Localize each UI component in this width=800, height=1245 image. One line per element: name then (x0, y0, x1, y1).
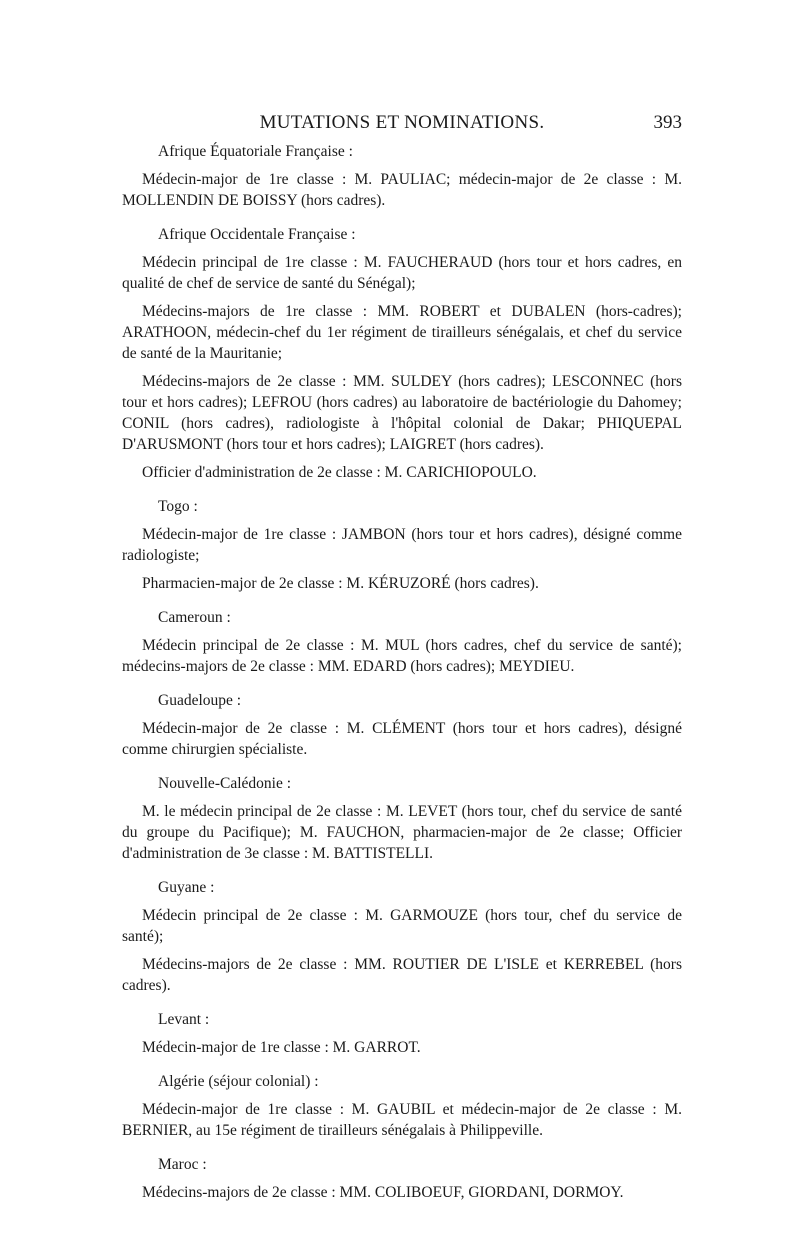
section-title: Cameroun : (158, 609, 231, 626)
section-afrique-equatoriale (122, 142, 682, 211)
paragraph: Médecins-majors de 2e classe : MM. ROUTIER DE L'ISLE et KERREBEL (hors cadres). (122, 956, 682, 994)
page-header (122, 112, 682, 142)
section-title: Maroc : (158, 1156, 207, 1173)
section-maroc (122, 1155, 682, 1203)
section-guadeloupe (122, 691, 682, 760)
section-title: Algérie (séjour colonial) : (158, 1073, 319, 1090)
paragraph: Médecins-majors de 1re classe : MM. ROBERT et DUBALEN (hors-cadres); ARATHOON, médecin-chef du 1er régiment de tirailleurs sénégalais, et chef du service de santé de la Mauritanie; (122, 303, 682, 362)
paragraph: Pharmacien-major de 2e classe : M. KÉRUZORÉ (hors cadres). (142, 575, 539, 592)
section-algerie (122, 1072, 682, 1141)
paragraph: Médecin-major de 1re classe : M. PAULIAC; médecin-major de 2e classe : M. MOLLENDIN DE BOISSY (hors cadres). (122, 171, 682, 209)
section-title: Guadeloupe : (158, 692, 242, 709)
paragraph: Médecins-majors de 2e classe : MM. COLIBOEUF, GIORDANI, DORMOY. (142, 1184, 624, 1201)
page-number: 393 (653, 112, 682, 133)
paragraph: Médecin-major de 1re classe : M. GAUBIL et médecin-major de 2e classe : M. BERNIER, au 15e régiment de tirailleurs sénégalais à Philippeville. (122, 1101, 682, 1139)
section-levant (122, 1010, 682, 1058)
running-title: MUTATIONS ET NOMINATIONS. (259, 112, 545, 133)
section-title: Nouvelle-Calédonie : (158, 775, 291, 792)
paragraph: Officier d'administration de 2e classe : M. CARICHIOPOULO. (142, 464, 537, 481)
paragraph: Médecin principal de 2e classe : M. MUL (hors cadres, chef du service de santé); médecins-majors de 2e classe : MM. EDARD (hors cadres); MEYDIEU. (122, 637, 682, 675)
paragraph: Médecin principal de 2e classe : M. GARMOUZE (hors tour, chef du service de santé); (122, 907, 682, 945)
section-title: Togo : (158, 498, 198, 515)
section-togo (122, 497, 682, 594)
section-title: Afrique Occidentale Française : (158, 226, 356, 243)
section-title: Guyane : (158, 879, 215, 896)
section-afrique-occidentale (122, 225, 682, 483)
paragraph: Médecin-major de 1re classe : JAMBON (hors tour et hors cadres), désigné comme radiologiste; (122, 526, 682, 564)
paragraph: M. le médecin principal de 2e classe : M. LEVET (hors tour, chef du service de santé du groupe du Pacifique); M. FAUCHON, pharmacien-major de 2e classe; Officier d'administration de 3e classe : M. BATTISTELLI. (122, 803, 682, 862)
paragraph: Médecin-major de 1re classe : M. GARROT. (142, 1039, 421, 1056)
document-page (122, 112, 682, 1203)
paragraph: Médecin principal de 1re classe : M. FAUCHERAUD (hors tour et hors cadres, en qualité de chef de service de santé du Sénégal); (122, 254, 682, 292)
section-title: Afrique Équatoriale Française : (158, 143, 353, 160)
paragraph: Médecins-majors de 2e classe : MM. SULDEY (hors cadres); LESCONNEC (hors tour et hors cadres); LEFROU (hors cadres) au laboratoire de bactériologie du Dahomey; CONIL (hors cadres), radiologiste à l'hôpital colonial de Dakar; PHIQUEPAL D'ARUSMONT (hors tour et hors cadres); LAIGRET (hors cadres). (122, 373, 682, 453)
paragraph: Médecin-major de 2e classe : M. CLÉMENT (hors tour et hors cadres), désigné comme chirurgien spécialiste. (122, 720, 682, 758)
section-cameroun (122, 608, 682, 677)
section-guyane (122, 878, 682, 996)
section-nouvelle-caledonie (122, 774, 682, 864)
section-title: Levant : (158, 1011, 210, 1028)
